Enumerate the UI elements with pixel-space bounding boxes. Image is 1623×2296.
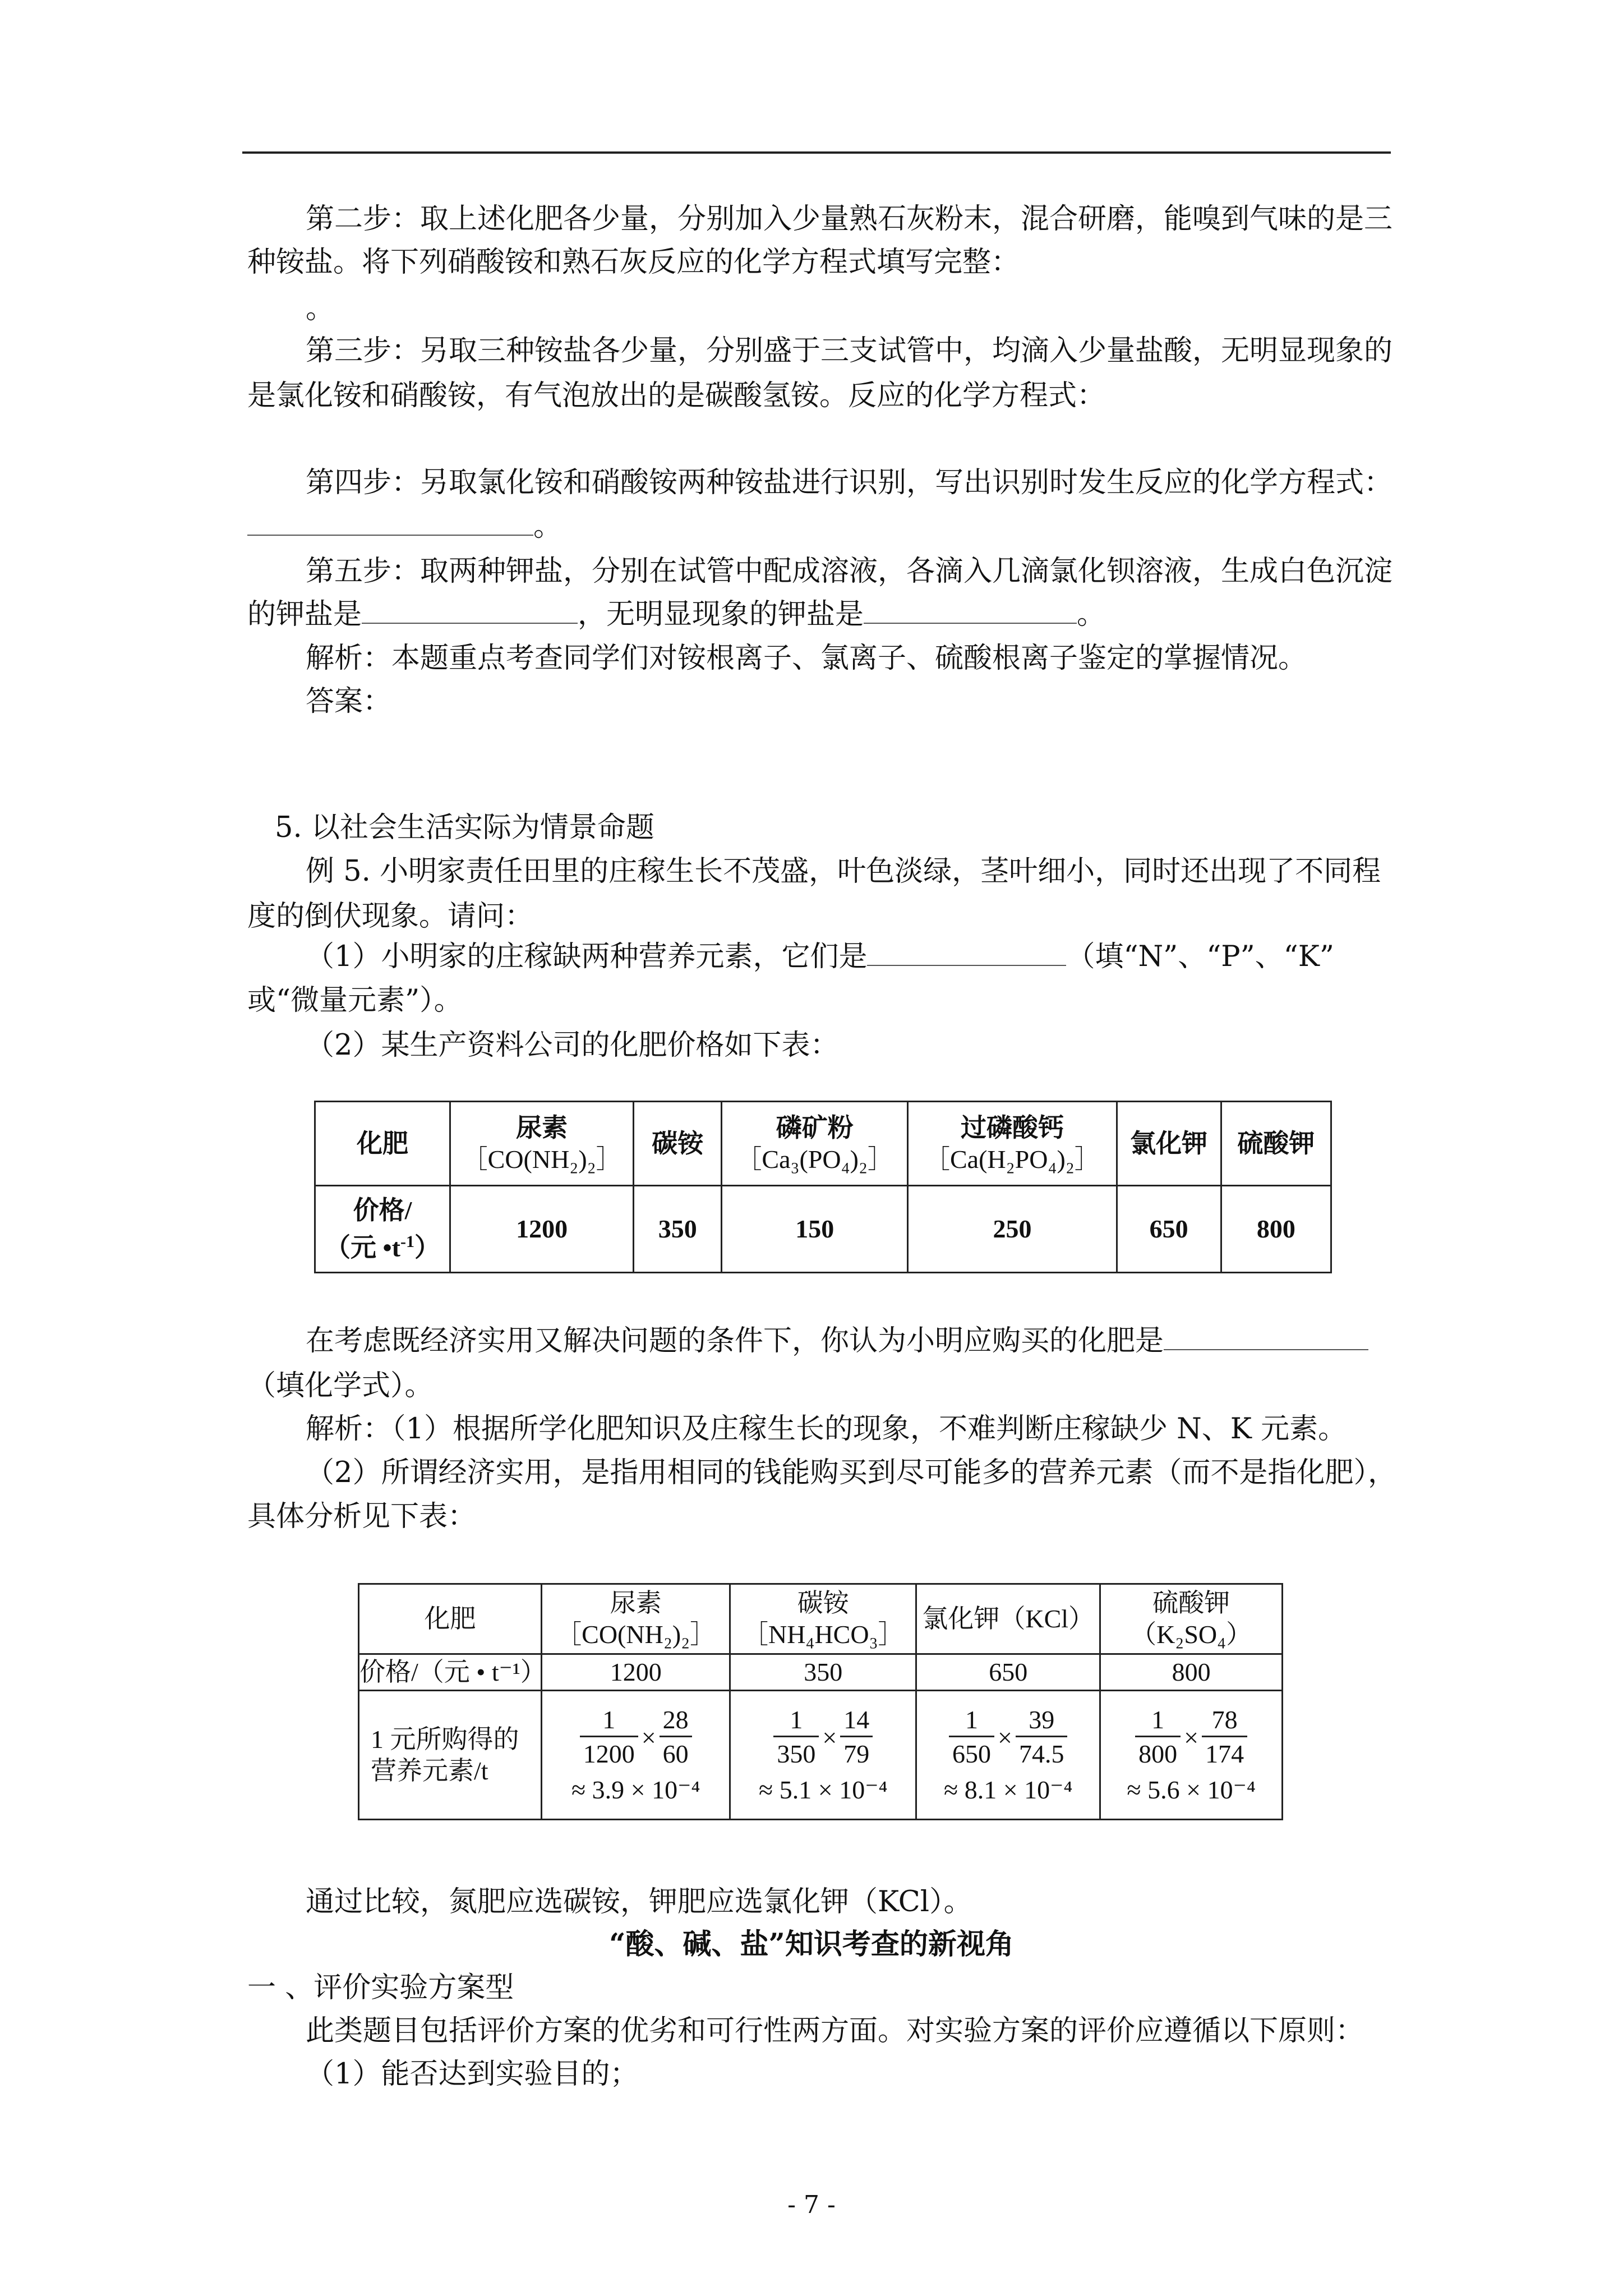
answer-blank — [864, 595, 1077, 624]
row-label-cell: 1 元所购得的 营养元素/t — [359, 1691, 542, 1820]
section-5-heading: 5. 以社会生活实际为情景命题 — [275, 811, 654, 844]
data-cell: 250 — [908, 1186, 1117, 1273]
table-row — [359, 1654, 1283, 1691]
step4-line1: 第四步：另取氯化铵和硝酸铵两种铵盐进行识别，写出识别时发生反应的化学方程式： — [306, 466, 1393, 499]
analysis-line: 解析：本题重点考查同学们对铵根离子、氯离子、硫酸根离子鉴定的掌握情况。 — [306, 642, 1307, 675]
fraction: $\frac{78}{174}$ — [1202, 1704, 1247, 1771]
step5-text-a: 的钾盐是 — [247, 598, 362, 631]
question1-text: （1）小明家的庄稼缺两种营养元素，它们是 — [306, 940, 868, 973]
table-row — [359, 1584, 1283, 1654]
step2-line3: 。 — [306, 292, 335, 325]
step4-period: 。 — [533, 510, 562, 543]
header-cell: 尿素 ［CO(NH₂)₂］ — [450, 1102, 633, 1186]
header-rule — [242, 151, 1391, 154]
table-row — [359, 1691, 1283, 1820]
question1-line2: 或“微量元素”）。 — [247, 984, 463, 1017]
header-cell: 硫酸钾 — [1221, 1102, 1331, 1186]
header-cell: 过磷酸钙 ［Ca(H₂PO₄)₂］ — [908, 1102, 1117, 1186]
calc-cell: $\frac{1}{800}$ × $\frac{78}{174}$ ≈ 5.6 × 10⁻⁴ — [1100, 1691, 1283, 1820]
data-cell: 650 — [916, 1654, 1100, 1691]
data-cell: 1200 — [541, 1654, 730, 1691]
question2-line: （2）某生产资料公司的化肥价格如下表： — [306, 1029, 839, 1062]
approx-value: ≈ 3.9 × 10⁻⁴ — [571, 1775, 700, 1804]
header-cell: 化肥 — [315, 1102, 450, 1186]
analysis2-line2: （2）所谓经济实用，是指用相同的钱能购买到尽可能多的营养元素（而不是指化肥）， — [306, 1456, 1396, 1489]
data-cell: 150 — [722, 1186, 908, 1273]
header-cell: 碳铵 ［NH₄HCO₃］ — [730, 1584, 916, 1654]
approx-value: ≈ 5.6 × 10⁻⁴ — [1127, 1775, 1256, 1804]
step5-line2 — [247, 595, 1105, 635]
table-row — [315, 1102, 1331, 1186]
table-row — [315, 1186, 1331, 1273]
step5-line1: 第五步：取两种钾盐，分别在试管中配成溶液，各滴入几滴氯化钡溶液，生成白色沉淀 — [306, 555, 1393, 588]
fraction: $\frac{39}{74.5}$ — [1016, 1704, 1068, 1771]
data-cell: 350 — [634, 1186, 722, 1273]
approx-value: ≈ 8.1 × 10⁻⁴ — [943, 1775, 1073, 1804]
fraction: $\frac{1}{1200}$ — [580, 1704, 638, 1771]
step5-text-c: 。 — [1077, 598, 1106, 631]
header-cell: 化肥 — [359, 1584, 542, 1654]
step3-line1: 第三步：另取三种铵盐各少量，分别盛于三支试管中，均滴入少量盐酸，无明显现象的 — [306, 334, 1393, 367]
row-label-cell: 价格/（元 • t⁻¹） — [359, 1654, 542, 1691]
step2-line1: 第二步：取上述化肥各少量，分别加入少量熟石灰粉末，混合研磨，能嗅到气味的是三 — [306, 203, 1393, 236]
purchase-line2: （填化学式）。 — [247, 1369, 434, 1402]
header-cell: 氯化钾 — [1117, 1102, 1221, 1186]
answer-blank — [362, 595, 578, 624]
page-number: - 7 - — [787, 2191, 836, 2219]
calc-cell: $\frac{1}{1200}$ × $\frac{28}{60}$ ≈ 3.9 × 10⁻⁴ — [541, 1691, 730, 1820]
data-cell: 350 — [730, 1654, 916, 1691]
nutrient-analysis-table — [358, 1583, 1283, 1820]
calc-cell: $\frac{1}{350}$ × $\frac{14}{79}$ ≈ 5.1 × 10⁻⁴ — [730, 1691, 916, 1820]
data-cell: 650 — [1117, 1186, 1221, 1273]
fertilizer-price-table — [314, 1101, 1332, 1273]
principle-intro: 此类题目包括评价方案的优劣和可行性两方面。对实验方案的评价应遵循以下原则： — [306, 2014, 1364, 2047]
step5-text-b: ，无明显现象的钾盐是 — [578, 598, 864, 631]
fraction: $\frac{1}{800}$ — [1135, 1704, 1181, 1771]
approx-value: ≈ 5.1 × 10⁻⁴ — [759, 1775, 888, 1804]
section-title: “酸、碱、盐”知识考查的新视角 — [609, 1927, 1014, 1961]
question1-line1 — [306, 937, 1334, 977]
header-cell: 磷矿粉 ［Ca₃(PO₄)₂］ — [722, 1102, 908, 1186]
example5-line2: 度的倒伏现象。请问： — [247, 900, 534, 933]
example5-line1: 例 5. 小明家责任田里的庄稼生长不茂盛，叶色淡绿，茎叶细小，同时还出现了不同程 — [306, 855, 1381, 888]
header-cell: 氯化钾（KCl） — [916, 1584, 1100, 1654]
header-cell: 硫酸钾 （K₂SO₄） — [1100, 1584, 1283, 1654]
fraction: $\frac{1}{650}$ — [949, 1704, 994, 1771]
answer-blank — [247, 507, 533, 536]
analysis2-line1: 解析：（1）根据所学化肥知识及庄稼生长的现象，不难判断庄稼缺少 N、K 元素。 — [306, 1412, 1347, 1446]
question1-hint: （填“N”、“P”、“K” — [1066, 940, 1334, 973]
data-cell: 800 — [1221, 1186, 1331, 1273]
step4-line2 — [247, 507, 562, 547]
step2-line2: 种铵盐。将下列硝酸铵和熟石灰反应的化学方程式填写完整： — [247, 246, 1020, 279]
header-cell: 尿素 ［CO(NH₂)₂］ — [541, 1584, 730, 1654]
section1-heading: 一 、评价实验方案型 — [247, 1971, 514, 2004]
fraction: $\frac{1}{350}$ — [773, 1704, 819, 1771]
calc-cell: $\frac{1}{650}$ × $\frac{39}{74.5}$ ≈ 8.1 × 10⁻⁴ — [916, 1691, 1100, 1820]
answer-blank — [1164, 1321, 1368, 1350]
row-label-cell: 价格/ （元 $•t^{-1}$） — [315, 1186, 450, 1273]
purchase-text: 在考虑既经济实用又解决问题的条件下，你认为小明应购买的化肥是 — [306, 1324, 1164, 1358]
fraction: $\frac{28}{60}$ — [660, 1704, 692, 1771]
data-cell: 800 — [1100, 1654, 1283, 1691]
conclusion-line: 通过比较，氮肥应选碳铵，钾肥应选氯化钾（KCl）。 — [306, 1885, 972, 1918]
header-cell: 碳铵 — [634, 1102, 722, 1186]
principle-1: （1）能否达到实验目的； — [306, 2058, 639, 2091]
step3-line2: 是氯化铵和硝酸铵，有气泡放出的是碳酸氢铵。反应的化学方程式： — [247, 379, 1106, 412]
data-cell: 1200 — [450, 1186, 633, 1273]
fraction: $\frac{14}{79}$ — [840, 1704, 873, 1771]
purchase-line1 — [306, 1321, 1368, 1361]
analysis2-line3: 具体分析见下表： — [247, 1500, 477, 1533]
answer-blank — [867, 937, 1066, 966]
answer-label: 答案： — [306, 685, 392, 718]
